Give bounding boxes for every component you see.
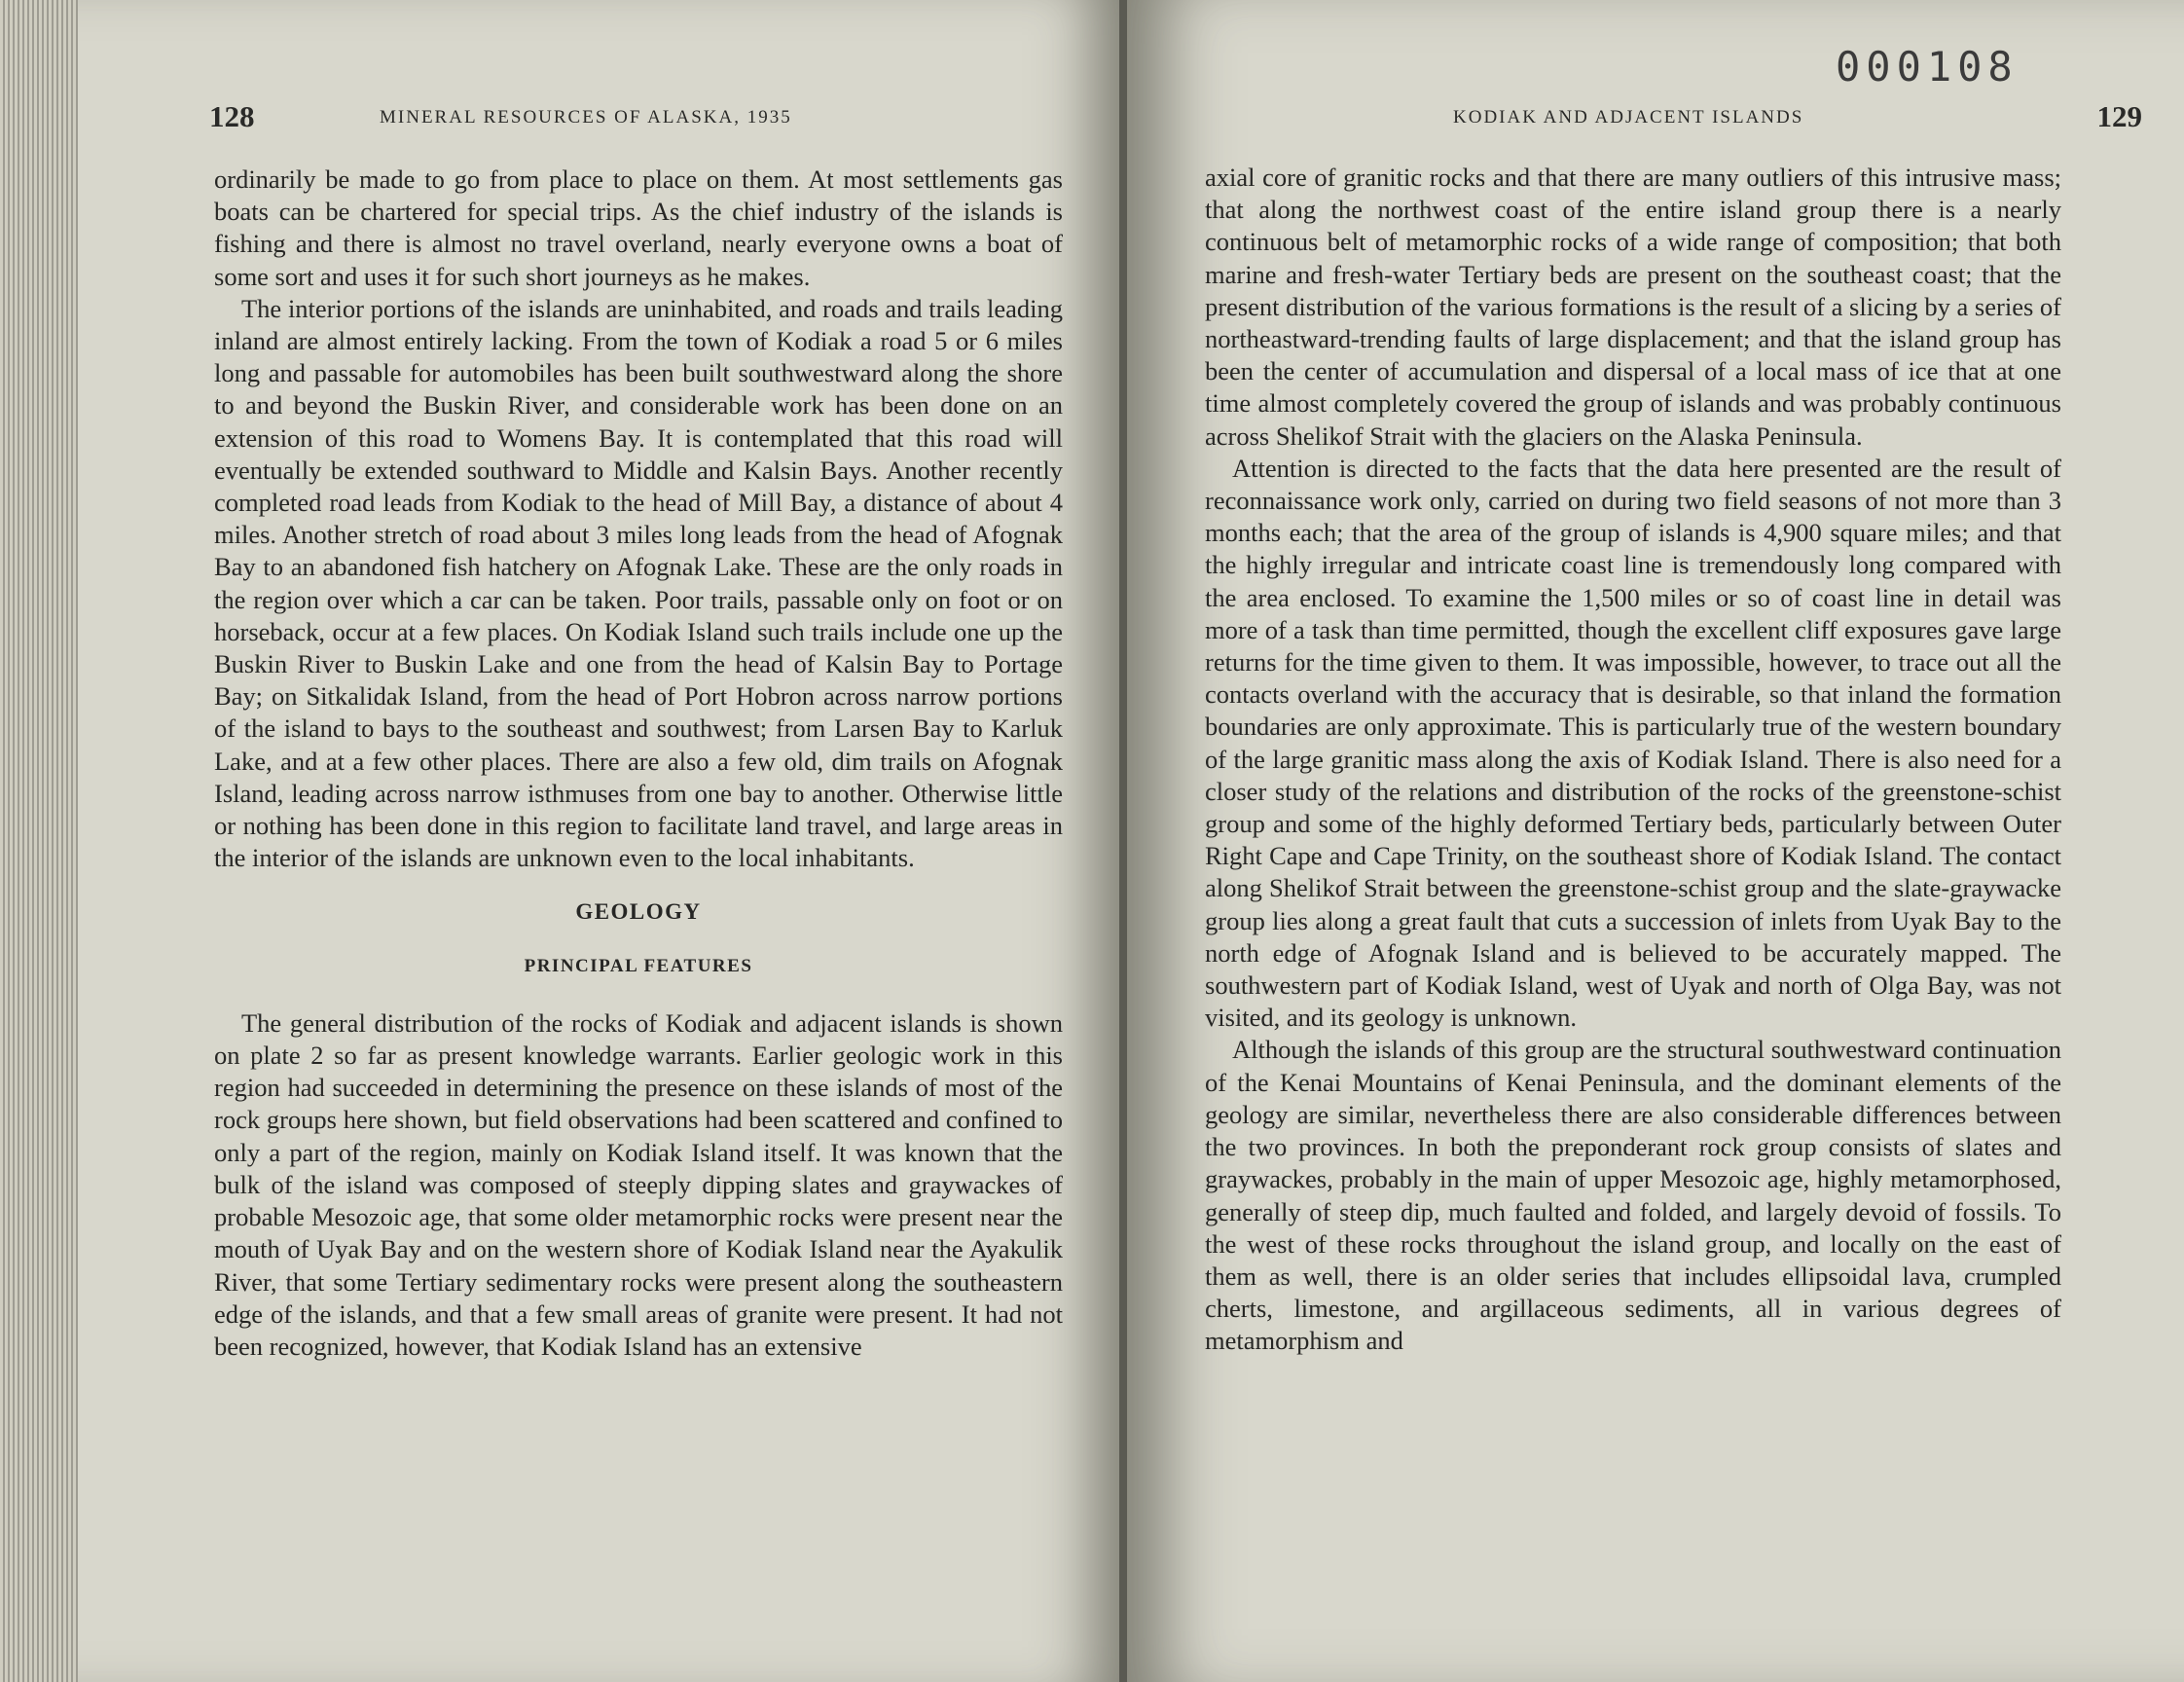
right-paragraph-3: Although the islands of this group are the structural southwestward continuation of the Kenai Mountains of Kenai Peninsula, and the dominant elements of the geology are similar, nevertheless there are also considerable differences between the two provinces. In both the preponderant rock group consists of slates and graywackes, probably in the main of upper Mesozoic age, highly metamorphosed, generally of steep dip, much faulted and folded, and largely devoid of fossils. To the west of these rocks throughout the island group, and locally on the east of them as well, there is an older series that includes ellipsoidal lava, crumpled cherts, limestone, and argillaceous sediments, all in various degrees of metamorphism and (1205, 1035, 2061, 1356)
right-page-body (1205, 162, 2061, 1358)
left-paragraph-3: The general distribution of the rocks of Kodiak and adjacent islands is shown on plate 2 so far as present knowledge warrants. Earlier geologic work in this region had succeeded in determining the presence on these islands of most of the rock groups here shown, but field observations had been scattered and confined to only a part of the region, mainly on Kodiak Island itself. It was known that the bulk of the island was composed of steeply dipping slates and graywackes of probable Mesozoic age, that some older metamorphic rocks were present near the mouth of Uyak Bay and on the western shore of Kodiak Island near the Ayakulik River, that some Tertiary sedimentary rocks were present along the southeastern edge of the islands, and that a few small areas of granite were present. It had not been recognized, however, that Kodiak Island has an extensive (214, 1007, 1063, 1361)
archive-stamp: 000108 (1836, 43, 2019, 91)
right-page (1127, 0, 2184, 1682)
page-edges (0, 0, 78, 1682)
left-paragraph-2: The interior portions of the islands are uninhabited, and roads and trails leading inland are almost entirely lacking. From the town of Kodiak a road 5 or 6 miles long and passable for automobiles has been built southwestward along the shore to and beyond the Buskin River, and considerable work has been done on an extension of this road to Womens Bay. It is contemplated that this road will eventually be extended southward to Middle and Kalsin Bays. Another recently completed road leads from Kodiak to the head of Mill Bay, a distance of about 4 miles. Another stretch of road about 3 miles long leads from the head of Afognak Bay to an abandoned fish hatchery on Afognak Lake. These are the only roads in the region over which a car can be taken. Poor trails, passable only on foot or on horseback, occur at a few places. On Kodiak Island such trails include one up the Buskin River to Buskin Lake and one from the head of Kalsin Bay to Portage Bay; on Sitkalidak Island, from the head of Port Hobron across narrow portions of the island to bays to the southeast and southwest; from Larsen Bay to Karluk Lake, and at a few other places. There are also a few old, dim trails on Afognak Island, leading across narrow isthmuses from one bay to another. Otherwise little or nothing has been done in this region to facilitate land travel, and large areas in the interior of the islands are unknown even to the local inhabitants. (214, 293, 1063, 873)
heading-geology: GEOLOGY (575, 899, 702, 925)
left-running-title: MINERAL RESOURCES OF ALASKA, 1935 (380, 107, 792, 128)
heading-principal-features: PRINCIPAL FEATURES (524, 955, 753, 976)
right-running-title: KODIAK AND ADJACENT ISLANDS (1453, 107, 1804, 128)
left-paragraph-1: ordinarily be made to go from place to place on them. At most settlements gas boats can be chartered for special trips. As the chief industry of the islands is fishing and there is almost no travel overland, nearly everyone owns a boat of some sort and uses it for such short journeys as he makes. (214, 165, 1063, 291)
left-page-header (209, 99, 1027, 138)
left-page-body (214, 164, 1063, 1363)
left-page-number: 128 (209, 99, 255, 133)
right-page-header (1210, 99, 2144, 138)
right-paragraph-2: Attention is directed to the facts that the data here presented are the result of reconnaissance work only, carried on during two field seasons of not more than 3 months each; that the area of the group of islands is 4,900 square miles; and that the highly irregular and intricate coast line is tremendously long compared with the area enclosed. To examine the 1,500 miles or so of coast line in detail was more of a task than time permitted, though the excellent cliff exposures gave large returns for the time given to them. It was impossible, however, to trace out all the contacts overland with the accuracy that is desirable, so that inland the formation boundaries are only approximate. This is particularly true of the western boundary of the large granitic mass along the axis of Kodiak Island. There is also need for a closer study of the relations and distribution of the rocks of the greenstone-schist group and some of the highly deformed Tertiary beds, particularly between Outer Right Cape and Cape Trinity, on the southeast shore of Kodiak Island. The contact along Shelikof Strait between the greenstone-schist group and the slate-graywacke group lies along a great fault that cuts a succession of inlets from Uyak Bay to the north edge of Afognak Island and is believed to be accurately mapped. The southwestern part of Kodiak Island, west of Uyak and north of Olga Bay, was not visited, and its geology is unknown. (1205, 453, 2061, 1033)
right-page-number: 129 (2096, 99, 2142, 133)
right-paragraph-1: axial core of granitic rocks and that there are many outliers of this intrusive mass; that along the northwest coast of the entire island group there is a nearly continuous belt of metamorphic rocks of a wide range of composition; that both marine and fresh-water Tertiary beds are present on the southeast coast; that the present distribution of the various formations is the result of a slicing by a series of northeastward-trending faults of large displacement; and that the island group has been the center of accumulation and dispersal of a local mass of ice that at one time almost completely covered the group of islands and was probably continuous across Shelikof Strait with the glaciers on the Alaska Peninsula. (1205, 163, 2061, 451)
left-page (78, 0, 1121, 1682)
